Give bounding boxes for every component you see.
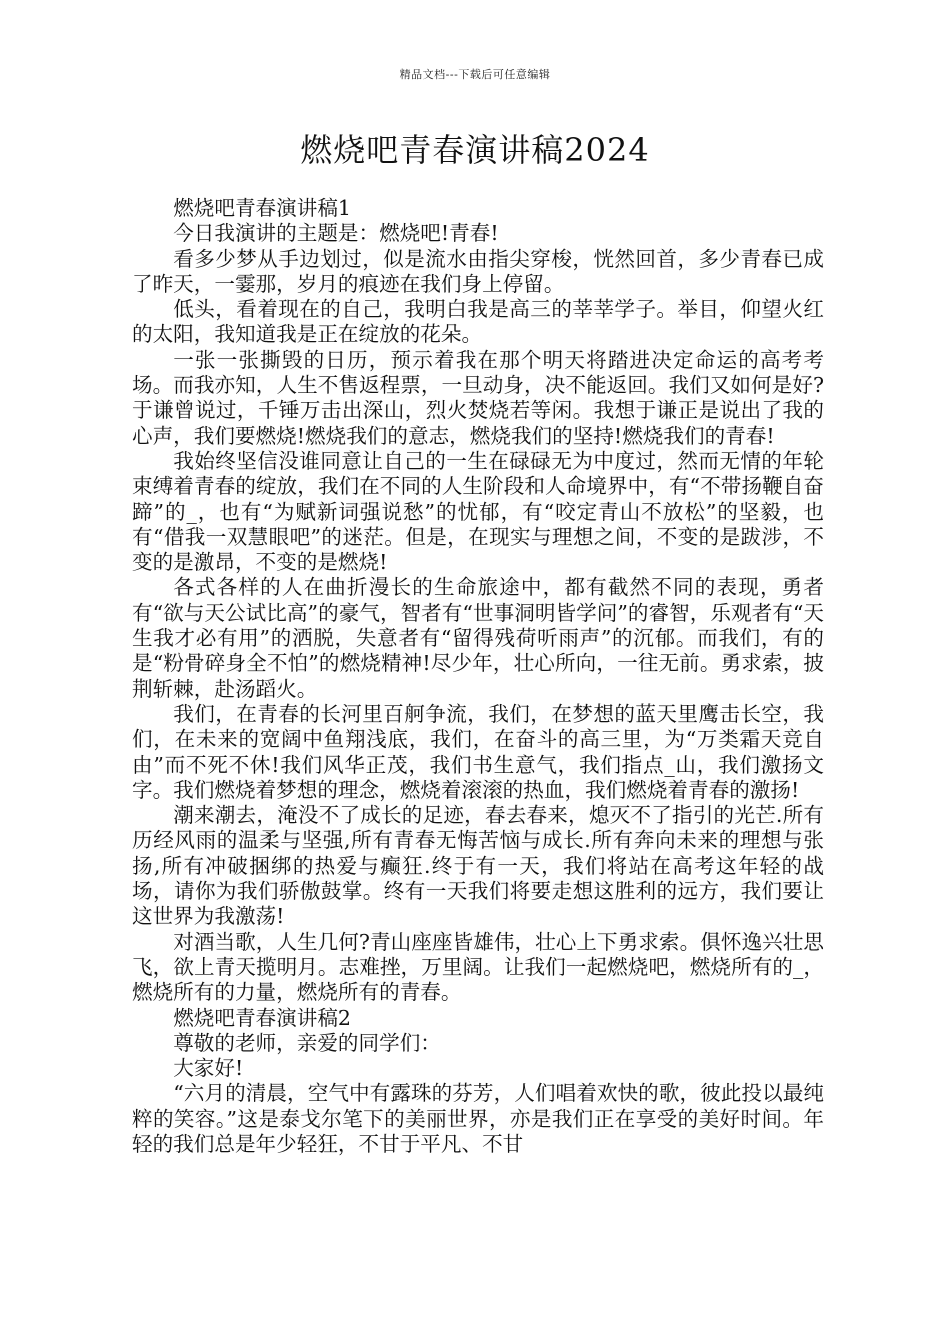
paragraph: 对酒当歌，人生几何?青山座座皆雄伟，壮心上下勇求索。俱怀逸兴壮思飞，欲上青天揽明月。志难挫，万里阔。让我们一起燃烧吧，燃烧所有的_，燃烧所有的力量，燃烧所有的青春。 bbox=[132, 929, 824, 1005]
paragraph: 潮来潮去，淹没不了成长的足迹，春去春来，熄灭不了指引的光芒.所有历经风雨的温柔与坚强,所有青春无悔苦恼与成长.所有奔向未来的理想与张扬,所有冲破捆绑的热爱与癫狂.终于有一天，我们将站在高考这年轻的战场，请你为我们骄傲鼓掌。终有一天我们将要走想这胜利的远方，我们要让这世界为我激荡! bbox=[132, 803, 824, 929]
page-header: 精品文档---下载后可任意编辑 bbox=[399, 68, 551, 81]
paragraph: 低头，看着现在的自己，我明白我是高三的莘莘学子。举目，仰望火红的太阳，我知道我是正在绽放的花朵。 bbox=[132, 297, 824, 347]
document-title: 燃烧吧青春演讲稿2024 bbox=[300, 131, 650, 169]
paragraph-salutation: 尊敬的老师，亲爱的同学们： bbox=[173, 1030, 441, 1055]
document-body bbox=[132, 196, 824, 1157]
paragraph-greeting: 大家好! bbox=[173, 1056, 244, 1081]
paragraph: 我始终坚信没谁同意让自己的一生在碌碌无为中度过，然而无情的年轮束缚着青春的绽放，我们在不同的人生阶段和人命境界中，有“不带扬鞭自奋蹄”的_，也有“为赋新词强说愁”的忧郁，有“咬定青山不放松”的坚毅，也有“借我一双慧眼吧”的迷茫。但是，在现实与理想之间，不变的是跋涉，不变的是激昂，不变的是燃烧! bbox=[132, 448, 824, 575]
paragraph-speech1-heading: 燃烧吧青春演讲稿1 bbox=[173, 196, 352, 220]
paragraph: 我们，在青春的长河里百舸争流，我们，在梦想的蓝天里鹰击长空，我们，在未来的宽阔中鱼翔浅底，我们，在奋斗的高三里，为“万类霜天竞自由”而不死不休!我们风华正茂，我们书生意气，我们指点_山，我们激扬文字。我们燃烧着梦想的理念，燃烧着滚滚的热血，我们燃烧着青春的激扬! bbox=[132, 701, 824, 802]
paragraph-speech2-heading: 燃烧吧青春演讲稿2 bbox=[173, 1005, 352, 1030]
paragraph: 各式各样的人在曲折漫长的生命旅途中，都有截然不同的表现，勇者有“欲与天公试比高”的豪气，智者有“世事洞明皆学问”的睿智，乐观者有“天生我才必有用”的洒脱，失意者有“留得残荷听雨声”的沉郁。而我们，有的是“粉骨碎身全不怕”的燃烧精神!尽少年，壮心所向，一往无前。勇求索，披荆斩棘，赴汤蹈火。 bbox=[132, 575, 824, 701]
paragraph: 一张一张撕毁的日历，预示着我在那个明天将踏进决定命运的高考考场。而我亦知，人生不售返程票，一旦动身，决不能返回。我们又如何是好?于谦曾说过，千锤万击出深山，烈火焚烧若等闲。我想于谦正是说出了我的心声，我们要燃烧!燃烧我们的意志，燃烧我们的坚持!燃烧我们的青春! bbox=[132, 347, 824, 448]
paragraph: 今日我演讲的主题是：燃烧吧!青春! bbox=[173, 221, 499, 246]
paragraph: “六月的清晨，空气中有露珠的芬芳，人们唱着欢快的歌，彼此投以最纯粹的笑容。”这是泰戈尔笔下的美丽世界，亦是我们正在享受的美好时间。年轻的我们总是年少轻狂，不甘于平凡、不甘 bbox=[132, 1081, 824, 1156]
paragraph: 看多少梦从手边划过，似是流水由指尖穿梭，恍然回首，多少青春已成了昨天，一霎那，岁月的痕迹在我们身上停留。 bbox=[132, 246, 824, 296]
